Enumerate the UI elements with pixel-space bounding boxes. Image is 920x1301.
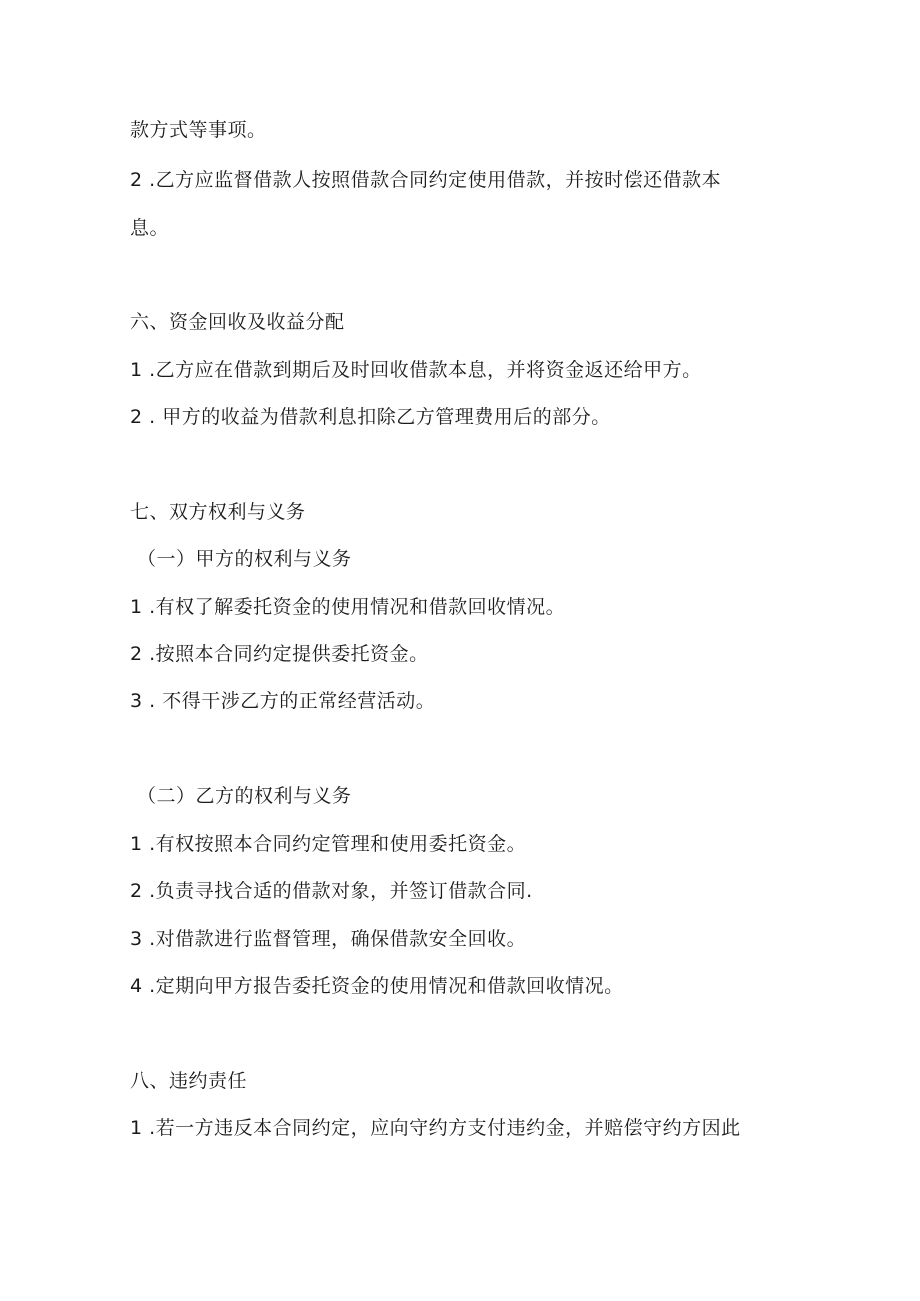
clause-6-1: 1 .乙方应在借款到期后及时回收借款本息，并将资金返还给甲方。 [130, 359, 702, 381]
clause-7-b-3: 3 .对借款进行监督管理，确保借款安全回收。 [130, 928, 527, 950]
paragraph-line: 款方式等事项。 [130, 119, 267, 141]
subsection-heading-party-a: （一）甲方的权利与义务 [137, 548, 352, 570]
clause-7-a-3: 3 . 不得干涉乙方的正常经营活动。 [130, 690, 436, 712]
section-heading-8: 八、违约责任 [130, 1070, 248, 1092]
clause-7-a-2: 2 .按照本合同约定提供委托资金。 [130, 643, 429, 665]
subsection-heading-party-b: （二）乙方的权利与义务 [137, 785, 352, 807]
clause-7-b-2: 2 .负责寻找合适的借款对象，并签订借款合同. [130, 880, 533, 902]
clause-7-a-1: 1 .有权了解委托资金的使用情况和借款回收情况。 [130, 596, 566, 618]
clause-7-b-4: 4 .定期向甲方报告委托资金的使用情况和借款回收情况。 [130, 975, 624, 997]
clause-7-b-1: 1 .有权按照本合同约定管理和使用委托资金。 [130, 833, 527, 855]
section-heading-7: 七、双方权利与义务 [130, 501, 306, 523]
clause-6-2: 2 . 甲方的收益为借款利息扣除乙方管理费用后的部分。 [130, 406, 611, 428]
clause-5-2: 2 .乙方应监督借款人按照借款合同约定使用借款，并按时偿还借款本 [130, 169, 722, 191]
clause-8-1: 1 .若一方违反本合同约定，应向守约方支付违约金，并赔偿守约方因此 [130, 1117, 741, 1139]
section-heading-6: 六、资金回收及收益分配 [130, 311, 345, 333]
paragraph-line: 息。 [130, 217, 170, 239]
